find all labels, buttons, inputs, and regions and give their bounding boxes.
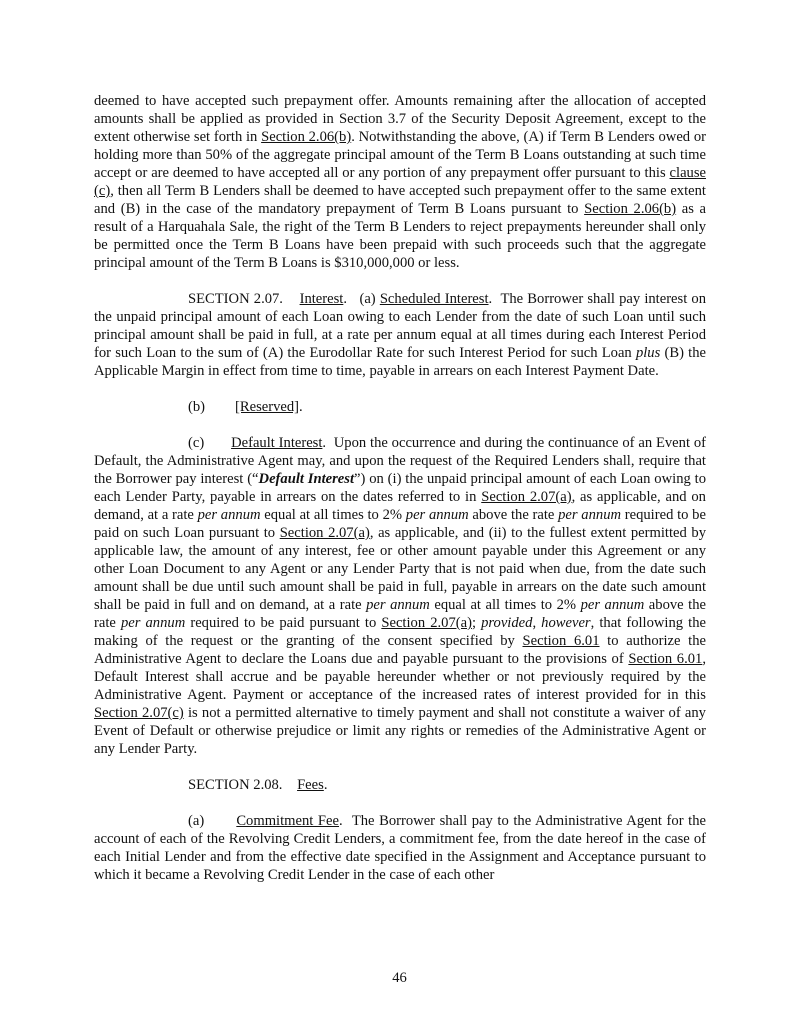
section-2-07-heading-paragraph: SECTION 2.07. Interest. (a) Scheduled Interest. The Borrower shall pay interest on the unpaid principal amount of each Loan owing to each Lender from the date of such Loan until such principal amount shall be paid in full, at a rate per annum equal at all times during each Interest Period for such Loan to the sum of (A) the Eurodollar Rate for such Interest Period for such Loan plus (B) the Applicable Margin in effect from time to time, payable in arrears on each Interest Payment Date. <box>94 291 707 379</box>
subsection-label: (a) <box>359 291 376 307</box>
subsection-b: (b) [Reserved]. <box>188 399 303 415</box>
paragraph-prepayment-continued: deemed to have accepted such prepayment offer. Amounts remaining after the allocation of accepted amounts shall be applied as provided in Section 3.7 of the Security Deposit Agreement, except to the extent otherwise set forth in Section 2.06(b). Notwithstanding the above, (A) if Term B Lenders owed or holding more than 50% of the aggregate principal amount of the Term B Loans outstanding at such time accept or are deemed to have accepted all or any portion of any prepayment offer pursuant to this clause (c), then all Term B Lenders shall be deemed to have accepted such prepayment offer to the same extent and (B) in the case of the mandatory prepayment of Term B Loans pursuant to Section 2.06(b) as a result of a Harquahala Sale, the right of the Term B Lenders to reject prepayments hereunder shall only be permitted once the Term B Loans have been prepaid with such proceeds such that the aggregate principal amount of the Term B Loans is $310,000,000 or less. <box>94 93 706 271</box>
page-number: 46 <box>392 970 407 986</box>
section-number: SECTION 2.08. <box>188 777 283 793</box>
section-title: Fees <box>297 777 324 793</box>
section-ref: Section 2.07(a) <box>481 489 572 505</box>
section-ref: Section 2.07(a) <box>279 525 370 541</box>
section-ref: Section 2.07(c) <box>94 705 184 721</box>
subsection-heading: Commitment Fee <box>236 813 339 829</box>
section-title: Interest <box>299 291 344 307</box>
subsection-heading: [Reserved] <box>235 399 300 415</box>
subsection-heading: Default Interest <box>231 435 323 451</box>
section-number: SECTION 2.07. <box>188 291 283 307</box>
subsection-a-commitment-fee: (a) Commitment Fee. The Borrower shall pay to the Administrative Agent for the account of each of the Revolving Credit Lenders, a commitment fee, from the date hereof in the case of each Initial Lender and from the effective date specified in the Assignment and Acceptance pursuant to which it became a Revolving Credit Lender in the case of each other <box>94 813 706 883</box>
subsection-label: (a) <box>188 813 205 829</box>
section-ref: Section 2.06(b) <box>261 129 352 145</box>
section-ref: Section 2.06(b) <box>584 201 677 217</box>
clause-ref: clause (c) <box>94 165 706 199</box>
section-ref: Section 6.01 <box>522 633 600 649</box>
section-ref: Section 2.07(a) <box>381 615 472 631</box>
subsection-label: (c) <box>188 435 205 451</box>
section-2-08-heading: SECTION 2.08. Fees. <box>188 777 328 793</box>
subsection-heading: Scheduled Interest <box>379 291 489 307</box>
defined-term: Default Interest <box>258 471 355 487</box>
subsection-c-default-interest: (c) Default Interest. Upon the occurrence and during the continuance of an Event of Default, the Administrative Agent may, and upon the request of the Required Lenders shall, require that the Borrower pay interest (“Default Interest”) on (i) the unpaid principal amount of each Loan owing to each Lender Party, payable in arrears on the dates referred to in Section 2.07(a), as applicable, and on demand, at a rate per annum equal at all times to 2% per annum above the rate per annum required to be paid on such Loan pursuant to Section 2.07(a), as applicable, and (ii) to the fullest extent permitted by applicable law, the amount of any interest, fee or other amount payable under this Agreement or any other Loan Document to any Agent or any Lender Party that is not paid when due, from the date such amount shall be due until such amount shall be paid in full, payable in arrears on the date such amount shall be paid in full and on demand, at a rate per annum equal at all times to 2% per annum above the rate per annum required to be paid pursuant to Section 2.07(a); provided, however, that following the making of the request or the granting of the consent specified by Section 6.01 to authorize the Administrative Agent to declare the Loans due and payable pursuant to the provisions of Section 6.01, Default Interest shall accrue and be payable hereunder whether or not previously required by the Administrative Agent. Payment or acceptance of the increased rates of interest provided for in this Section 2.07(c) is not a permitted alternative to timely payment and shall not constitute a waiver of any Event of Default or otherwise prejudice or limit any rights or remedies of the Administrative Agent or any Lender Party. <box>94 435 707 757</box>
section-ref: Section 6.01 <box>628 651 703 667</box>
document-page <box>94 92 706 884</box>
subsection-label: (b) <box>188 399 206 415</box>
